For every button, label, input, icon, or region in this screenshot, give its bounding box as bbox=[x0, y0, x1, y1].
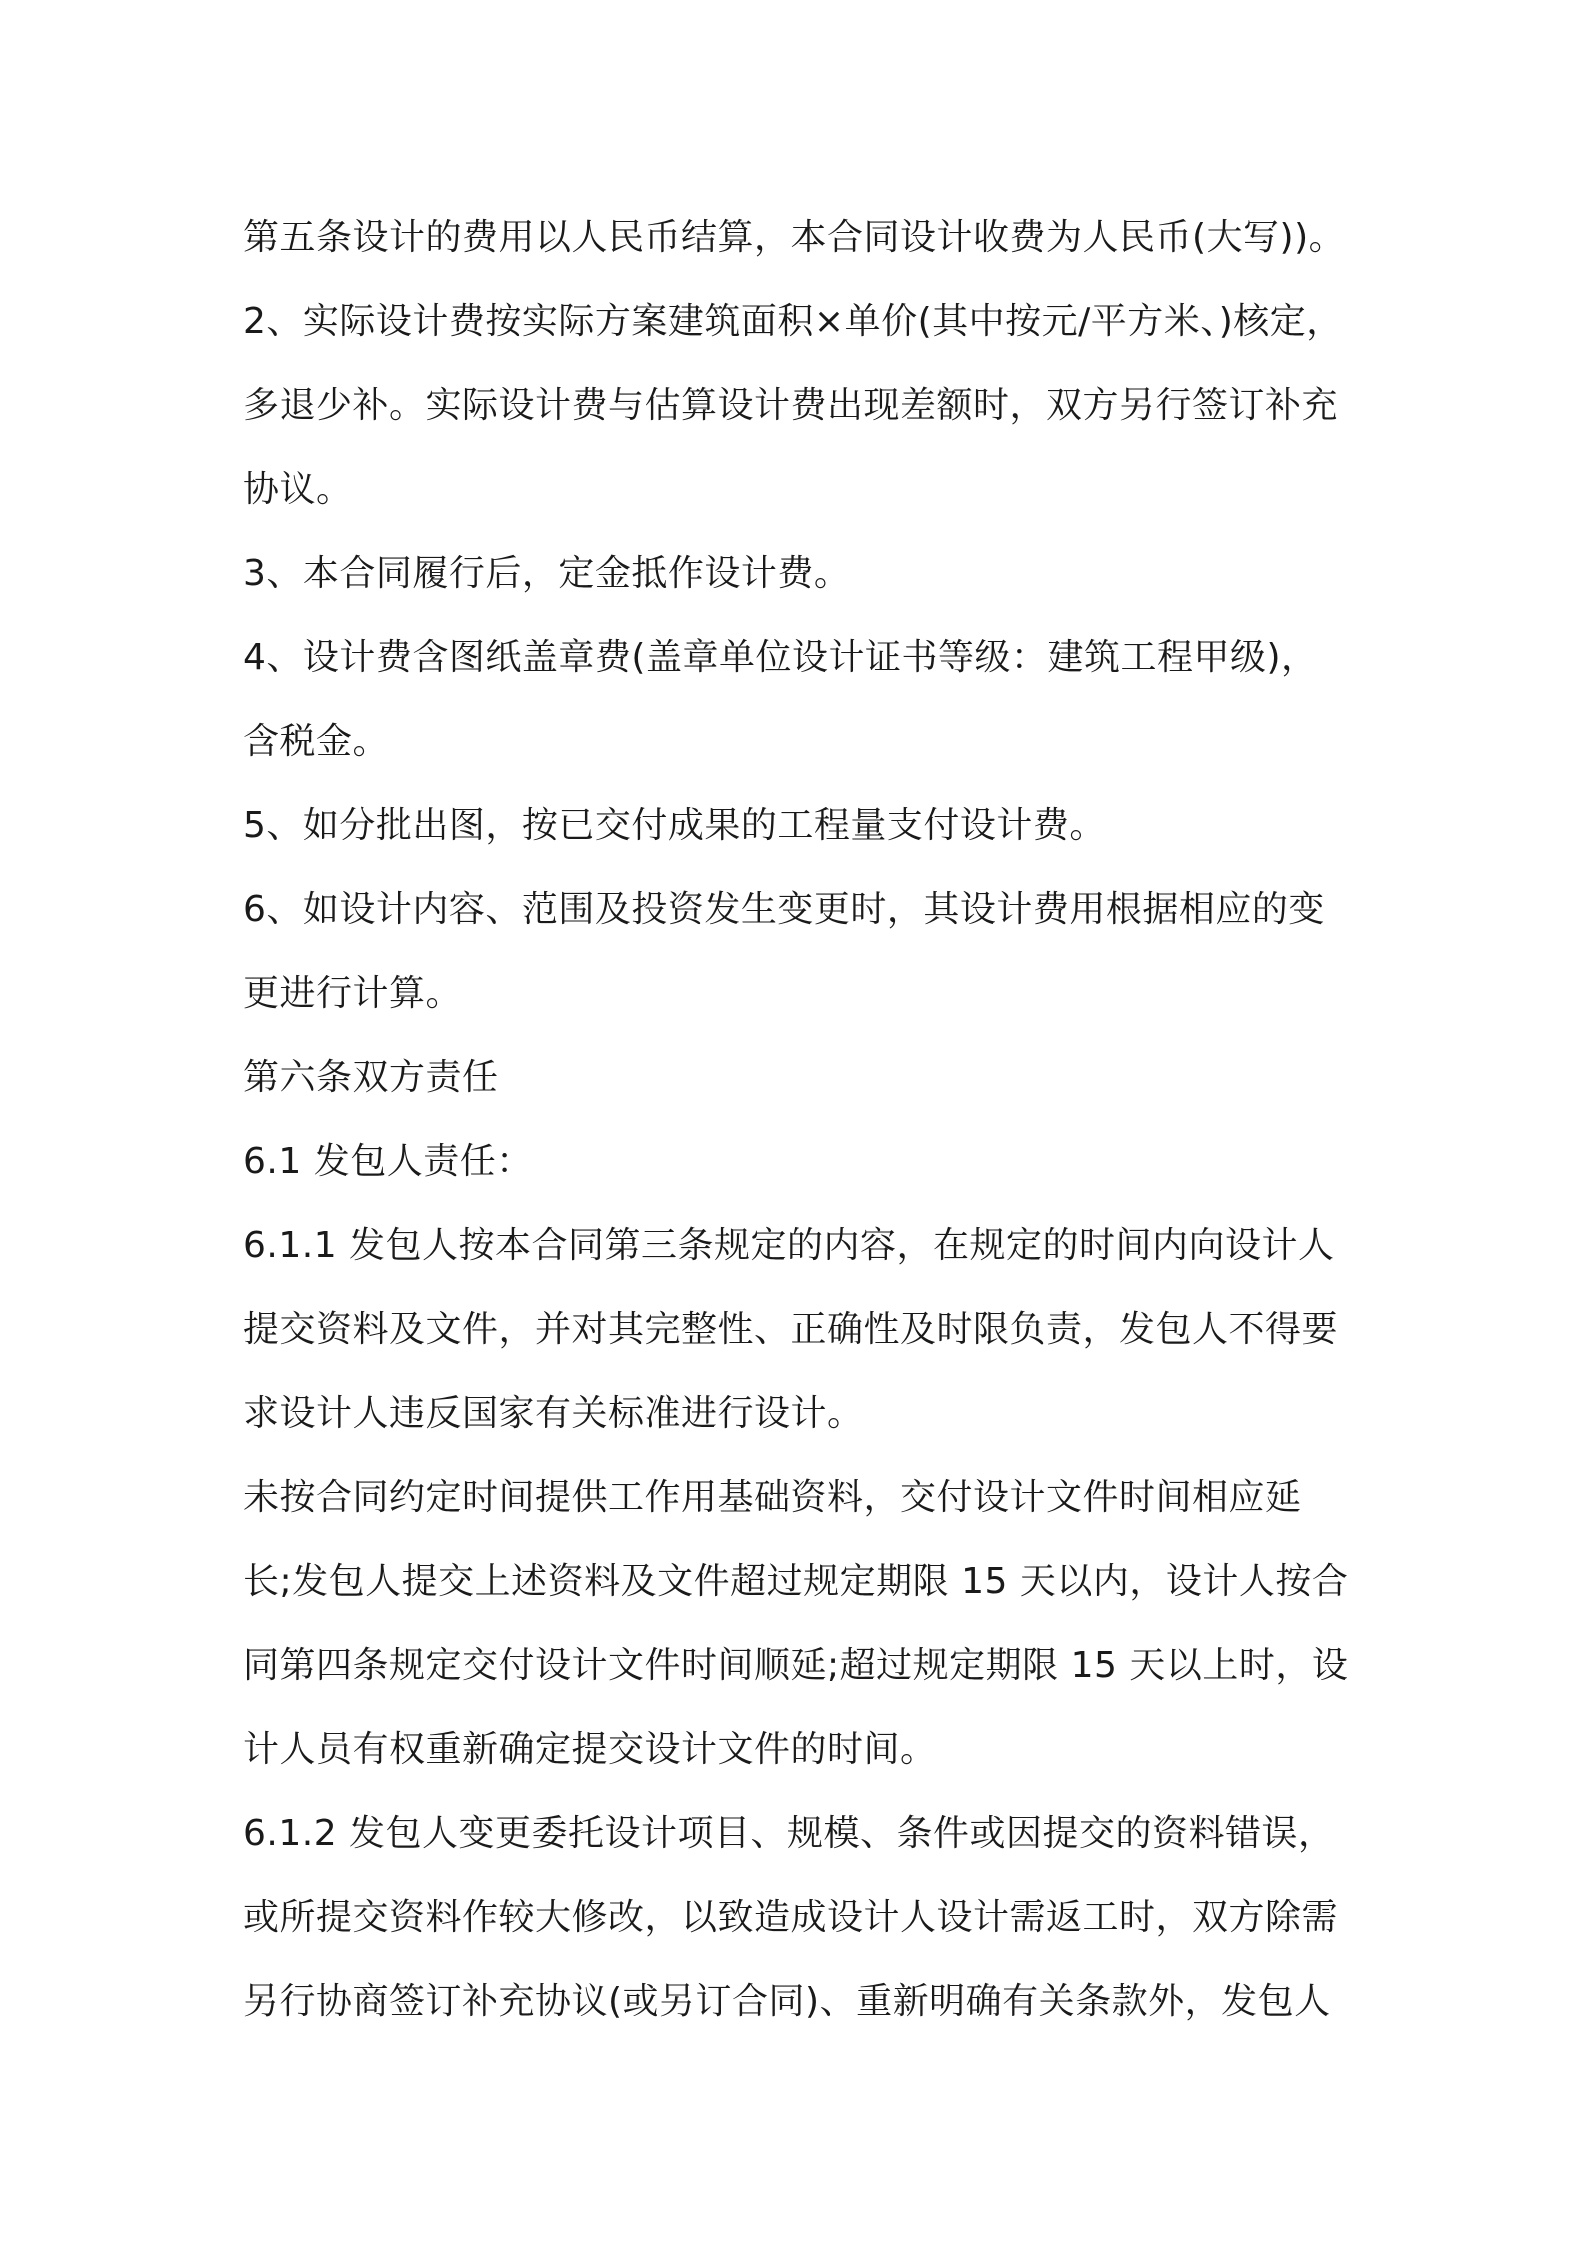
subsection-heading: 6.1 发包人责任： bbox=[243, 1141, 533, 1182]
text-line: 求设计人违反国家有关标准进行设计。 bbox=[243, 1393, 864, 1434]
text-line: 5、如分批出图，按已交付成果的工程量支付设计费。 bbox=[243, 805, 1106, 846]
text-line: 未按合同约定时间提供工作用基础资料，交付设计文件时间相应延 bbox=[243, 1477, 1302, 1518]
text-line: 多退少补。实际设计费与估算设计费出现差额时，双方另行签订补充 bbox=[243, 385, 1339, 426]
text-line: 同第四条规定交付设计文件时间顺延;超过规定期限 15 天以上时，设 bbox=[243, 1645, 1349, 1686]
text-line: 更进行计算。 bbox=[243, 973, 463, 1014]
text-line: 3、本合同履行后，定金抵作设计费。 bbox=[243, 553, 851, 594]
text-line: 6、如设计内容、范围及投资发生变更时，其设计费用根据相应的变 bbox=[243, 889, 1325, 930]
text-line: 2、实际设计费按实际方案建筑面积×单价(其中按元/平方米、)核定， bbox=[243, 301, 1343, 342]
text-line: 含税金。 bbox=[243, 721, 390, 762]
text-line: 6.1.2 发包人变更委托设计项目、规模、条件或因提交的资料错误， bbox=[243, 1813, 1335, 1854]
text-line: 或所提交资料作较大修改，以致造成设计人设计需返工时，双方除需 bbox=[243, 1897, 1339, 1938]
section-heading: 第六条双方责任 bbox=[243, 1057, 499, 1098]
text-line: 计人员有权重新确定提交设计文件的时间。 bbox=[243, 1729, 937, 1770]
document-body bbox=[243, 196, 1363, 2044]
text-line: 长;发包人提交上述资料及文件超过规定期限 15 天以内，设计人按合 bbox=[243, 1561, 1349, 1602]
text-line: 提交资料及文件，并对其完整性、正确性及时限负责，发包人不得要 bbox=[243, 1309, 1339, 1350]
text-line: 4、设计费含图纸盖章费(盖章单位设计证书等级：建筑工程甲级)， bbox=[243, 637, 1318, 678]
text-line: 协议。 bbox=[243, 469, 353, 510]
text-line: 另行协商签订补充协议(或另订合同)、重新明确有关条款外，发包人 bbox=[243, 1981, 1331, 2022]
text-line: 第五条设计的费用以人民币结算，本合同设计收费为人民币(大写))。 bbox=[243, 217, 1346, 258]
text-line: 6.1.1 发包人按本合同第三条规定的内容，在规定的时间内向设计人 bbox=[243, 1225, 1335, 1266]
